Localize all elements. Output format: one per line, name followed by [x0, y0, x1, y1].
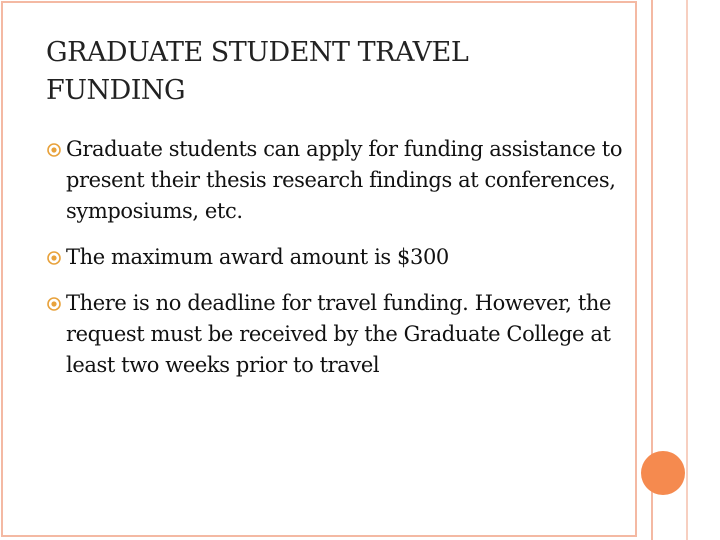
bullet-text: There is no deadline for travel funding. However, the request must be received by the Graduate College at least two weeks prior to travel — [66, 291, 612, 377]
bullet-item — [46, 288, 626, 381]
bullet-item — [46, 242, 626, 273]
sun-bullet-icon — [46, 250, 62, 266]
bullet-item — [46, 134, 626, 227]
bullet-text: The maximum award amount is $300 — [66, 245, 449, 269]
sun-bullet-icon — [46, 296, 62, 312]
bullet-text: Graduate students can apply for funding assistance to present their thesis research findings at conferences, symposiums, etc. — [66, 137, 623, 223]
slide-title: GRADUATE STUDENT TRAVEL FUNDING — [46, 37, 469, 106]
orange-circle-icon — [641, 451, 685, 495]
sun-bullet-icon — [46, 142, 62, 158]
bullet-list — [46, 134, 626, 396]
side-rule-secondary — [686, 0, 688, 540]
